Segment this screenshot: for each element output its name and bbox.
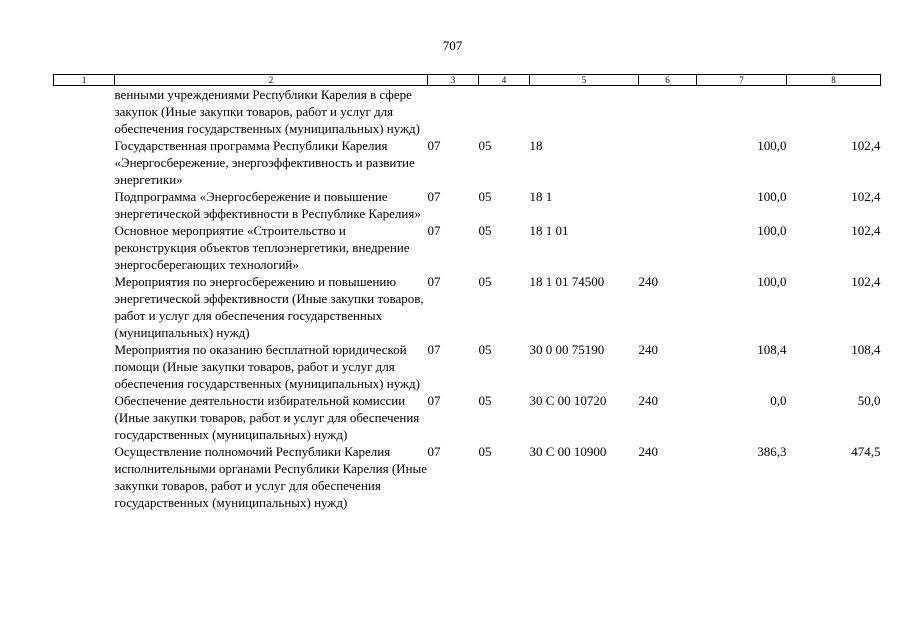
table-row — [54, 443, 881, 511]
target-code-cell: 18 1 — [529, 189, 553, 204]
column-number: 4 — [479, 75, 530, 86]
target-code-cell: 18 — [529, 138, 543, 153]
row-number-cell — [54, 392, 115, 443]
expense-type-cell: 240 — [638, 274, 658, 289]
subsection-code-cell: 05 — [478, 189, 492, 204]
expense-type-cell: 240 — [638, 444, 658, 459]
amount-year-2-cell — [787, 86, 881, 138]
section-code-cell: 07 — [427, 274, 441, 289]
row-number-cell — [54, 341, 115, 392]
table-row — [54, 392, 881, 443]
section-code-cell: 07 — [427, 444, 441, 459]
description-cell: Осуществление полномочий Республики Карелия исполнительными органами Республики Карелия (Иные закупки товаров, работ и услуг для обеспечения государственных (муниципальных) нужд) — [114, 444, 428, 510]
section-code-cell: 07 — [427, 342, 441, 357]
column-number: 8 — [787, 75, 881, 86]
expense-type-cell: 240 — [638, 342, 658, 357]
target-code-cell: 18 1 01 — [529, 223, 569, 238]
target-code-cell: 18 1 01 74500 — [529, 274, 605, 289]
column-number: 7 — [697, 75, 787, 86]
section-code-cell: 07 — [427, 138, 441, 153]
section-code-cell: 07 — [427, 223, 441, 238]
amount-year-2-cell: 474,5 — [851, 444, 881, 459]
description-cell: Мероприятия по оказанию бесплатной юридической помощи (Иные закупки товаров, работ и услуг для обеспечения государственных (муниципальных) нужд) — [114, 342, 420, 391]
page-number: 707 — [442, 38, 463, 53]
row-number-cell — [54, 443, 115, 511]
table-row — [54, 188, 881, 222]
description-cell: Обеспечение деятельности избирательной комиссии (Иные закупки товаров, работ и услуг для обеспечения государственных (муниципальных) нужд) — [114, 393, 420, 442]
target-code-cell: 30 0 00 75190 — [529, 342, 605, 357]
expense-type-cell — [639, 222, 697, 273]
expense-type-cell — [639, 188, 697, 222]
column-number: 5 — [530, 75, 639, 86]
amount-year-1-cell: 100,0 — [757, 223, 787, 238]
table-body — [54, 86, 881, 512]
column-number: 2 — [115, 75, 428, 86]
column-number: 3 — [428, 75, 479, 86]
amount-year-2-cell: 102,4 — [851, 189, 881, 204]
amount-year-2-cell: 102,4 — [851, 274, 881, 289]
section-code-cell — [428, 86, 479, 138]
target-code-cell: 30 С 00 10900 — [529, 444, 607, 459]
subsection-code-cell — [479, 86, 530, 138]
subsection-code-cell: 05 — [478, 342, 492, 357]
amount-year-1-cell: 100,0 — [757, 138, 787, 153]
table-row — [54, 86, 881, 138]
subsection-code-cell: 05 — [478, 274, 492, 289]
row-number-cell — [54, 273, 115, 341]
table-row — [54, 222, 881, 273]
amount-year-1-cell: 100,0 — [757, 274, 787, 289]
row-number-cell — [54, 137, 115, 188]
budget-table — [53, 74, 881, 511]
section-code-cell: 07 — [427, 189, 441, 204]
amount-year-1-cell: 108,4 — [757, 342, 787, 357]
column-number-row — [54, 75, 881, 86]
description-cell: Основное мероприятие «Строительство и реконструкция объектов теплоэнергетики, внедрение энергосберегающих технологий» — [114, 223, 410, 272]
target-code-cell: 30 С 00 10720 — [529, 393, 607, 408]
table-row — [54, 137, 881, 188]
amount-year-2-cell: 102,4 — [851, 223, 881, 238]
row-number-cell — [54, 86, 115, 138]
amount-year-2-cell: 102,4 — [851, 138, 881, 153]
amount-year-1-cell: 100,0 — [757, 189, 787, 204]
subsection-code-cell: 05 — [478, 393, 492, 408]
description-cell: Подпрограмма «Энергосбережение и повышение энергетической эффективности в Республике Карелия» — [114, 189, 421, 221]
column-number: 1 — [54, 75, 115, 86]
row-number-cell — [54, 188, 115, 222]
amount-year-2-cell: 50,0 — [857, 393, 881, 408]
amount-year-1-cell: 0,0 — [770, 393, 787, 408]
row-number-cell — [54, 222, 115, 273]
amount-year-1-cell: 386,3 — [757, 444, 787, 459]
description-cell: венными учреждениями Республики Карелия в сфере закупок (Иные закупки товаров, работ и услуг для обеспечения государственных (муниципальных) нужд) — [114, 87, 420, 136]
column-number: 6 — [639, 75, 697, 86]
description-cell: Мероприятия по энергосбережению и повышению энергетической эффективности (Иные закупки товаров, работ и услуг для обеспечения государственных (муниципальных) нужд) — [114, 274, 424, 340]
target-code-cell — [530, 86, 639, 138]
expense-type-cell: 240 — [638, 393, 658, 408]
table-row — [54, 273, 881, 341]
subsection-code-cell: 05 — [478, 223, 492, 238]
table-row — [54, 341, 881, 392]
amount-year-1-cell — [697, 86, 787, 138]
section-code-cell: 07 — [427, 393, 441, 408]
description-cell: Государственная программа Республики Карелия «Энергосбережение, энергоэффективность и развитие энергетики» — [114, 138, 415, 187]
expense-type-cell — [639, 86, 697, 138]
expense-type-cell — [639, 137, 697, 188]
table-header — [54, 75, 881, 86]
subsection-code-cell: 05 — [478, 444, 492, 459]
subsection-code-cell: 05 — [478, 138, 492, 153]
amount-year-2-cell: 108,4 — [851, 342, 881, 357]
